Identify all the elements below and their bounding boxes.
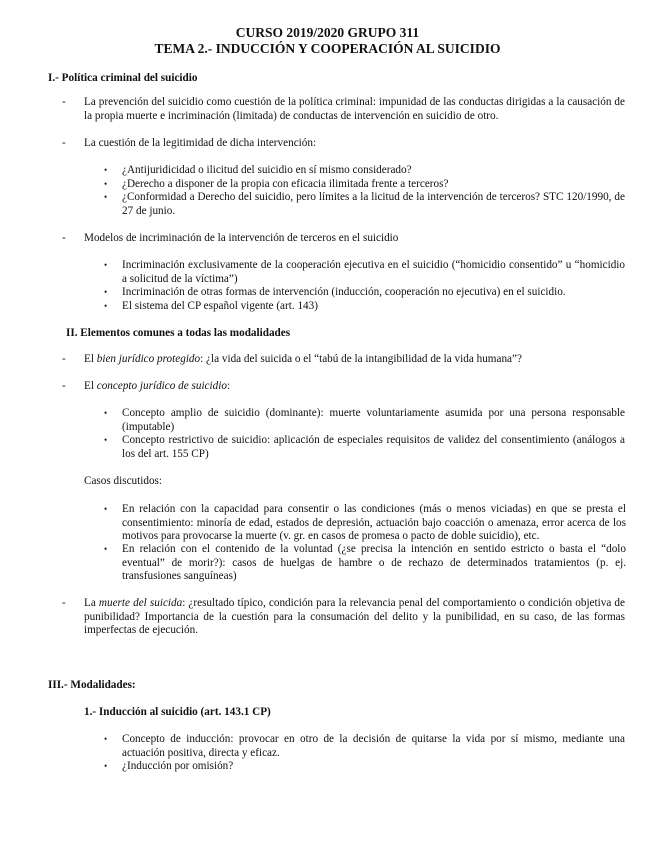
s1-bullet-text-6: El sistema del CP español vigente (art. 143) bbox=[122, 300, 318, 312]
s1-bullet-text-1: ¿Antijuridicidad o ilicitud del suicidio en sí mismo considerado? bbox=[122, 164, 412, 176]
s2-bullet-text-1: Concepto amplio de suicidio (dominante): muerte voluntariamente asumida por una persona responsable (imputable) bbox=[122, 407, 625, 433]
bullet-marker: • bbox=[104, 165, 108, 175]
section-1-heading: I.- Política criminal del suicidio bbox=[48, 72, 198, 84]
dash-marker: - bbox=[62, 137, 66, 149]
dash-marker: - bbox=[62, 232, 66, 244]
text-run: : ¿la vida del suicida o el “tabú de la intangibilidad de la vida humana”? bbox=[200, 353, 522, 365]
bullet-marker: • bbox=[104, 260, 108, 270]
bullet-marker: • bbox=[104, 179, 108, 189]
casos-discutidos-label: Casos discutidos: bbox=[84, 475, 163, 487]
bullet-marker: • bbox=[104, 761, 108, 771]
s2-bullet-text-4: En relación con el contenido de la voluntad (¿se precisa la intención en sentido estricto o basta el “dolo eventual” de morir?): casos de huelgas de hambre o de rechazo de determinados tratamientos (p. ej. transfusiones sanguíneas) bbox=[122, 543, 626, 582]
bullet-marker: • bbox=[104, 504, 108, 514]
title-course: CURSO 2019/2020 GRUPO 311 bbox=[235, 25, 420, 40]
document-title bbox=[0, 25, 655, 57]
s1-dash-text-1: La prevención del suicidio como cuestión de la política criminal: impunidad de las conductas dirigidas a la causación de la propia muerte e incriminación (limitada) de conductas de intervención en suicidio de otro. bbox=[84, 96, 625, 122]
dash-marker: - bbox=[62, 597, 66, 609]
s2-dash-text-2 bbox=[84, 380, 625, 394]
bullet-marker: • bbox=[104, 408, 108, 418]
text-run: El bbox=[84, 353, 97, 365]
s2-bullet-text-3: En relación con la capacidad para consentir o las condiciones (más o menos viciadas) en que se presta el consentimiento: minoría de edad, estados de depresión, actuación bajo coacción o amenaza, error acerca de los motivos para provocarse la muerte (v. gr. en casos de promesa o pacto de doble suicidio), etc. bbox=[122, 503, 626, 542]
text-run: : ¿resultado típico, condición para la relevancia penal del comportamiento o condición objetiva de punibilidad? Importancia de la cuestión para la consumación del delito y la punibilidad, en su caso, de las formas imperfectas de ejecución. bbox=[84, 597, 625, 636]
dash-marker: - bbox=[62, 353, 66, 365]
s3-bullet-text-2: ¿Inducción por omisión? bbox=[122, 760, 234, 772]
title-topic: TEMA 2.- INDUCCIÓN Y COOPERACIÓN AL SUICIDIO bbox=[154, 41, 501, 56]
bullet-marker: • bbox=[104, 544, 108, 554]
text-run: La bbox=[84, 597, 99, 609]
emphasis-concepto: concepto jurídico de suicidio bbox=[96, 380, 227, 392]
s1-bullet-text-5: Incriminación de otras formas de intervención (inducción, cooperación no ejecutiva) en el suicidio. bbox=[122, 286, 566, 298]
bullet-marker: • bbox=[104, 287, 108, 297]
bullet-marker: • bbox=[104, 192, 108, 202]
emphasis-muerte: muerte del suicida bbox=[98, 597, 183, 609]
s2-dash-text-3 bbox=[84, 597, 625, 638]
s1-bullet-text-4: Incriminación exclusivamente de la cooperación ejecutiva en el suicidio (“homicidio consentido” u “homicidio a solicitud de la víctima”) bbox=[122, 259, 625, 285]
s1-bullet-text-3: ¿Conformidad a Derecho del suicidio, pero límites a la licitud de la intervención de terceros? STC 120/1990, de 27 de junio. bbox=[122, 191, 625, 217]
section-2-heading: II. Elementos comunes a todas las modalidades bbox=[66, 327, 291, 339]
s2-bullet-text-2: Concepto restrictivo de suicidio: aplicación de especiales requisitos de validez del consentimiento (análogos a los del art. 155 CP) bbox=[122, 434, 625, 460]
text-run: El bbox=[84, 380, 97, 392]
bullet-marker: • bbox=[104, 301, 108, 311]
dash-marker: - bbox=[62, 380, 66, 392]
emphasis-bien-juridico: bien jurídico protegido bbox=[96, 353, 201, 365]
text-run: : bbox=[226, 380, 231, 392]
section-3-heading: III.- Modalidades: bbox=[48, 679, 136, 691]
s2-dash-text-1 bbox=[84, 353, 625, 367]
dash-marker: - bbox=[62, 96, 66, 108]
bullet-marker: • bbox=[104, 435, 108, 445]
s3-bullet-text-1: Concepto de inducción: provocar en otro de la decisión de quitarse la vida por sí mismo, mediante una actuación positiva, directa y eficaz. bbox=[122, 733, 625, 759]
s1-bullet-text-2: ¿Derecho a disponer de la propia con eficacia ilimitada frente a terceros? bbox=[122, 178, 449, 190]
bullet-marker: • bbox=[104, 734, 108, 744]
subsection-induccion-heading: 1.- Inducción al suicidio (art. 143.1 CP) bbox=[84, 706, 271, 718]
s1-dash-text-2: La cuestión de la legitimidad de dicha intervención: bbox=[84, 137, 317, 149]
s1-dash-text-3: Modelos de incriminación de la intervención de terceros en el suicidio bbox=[84, 232, 399, 244]
